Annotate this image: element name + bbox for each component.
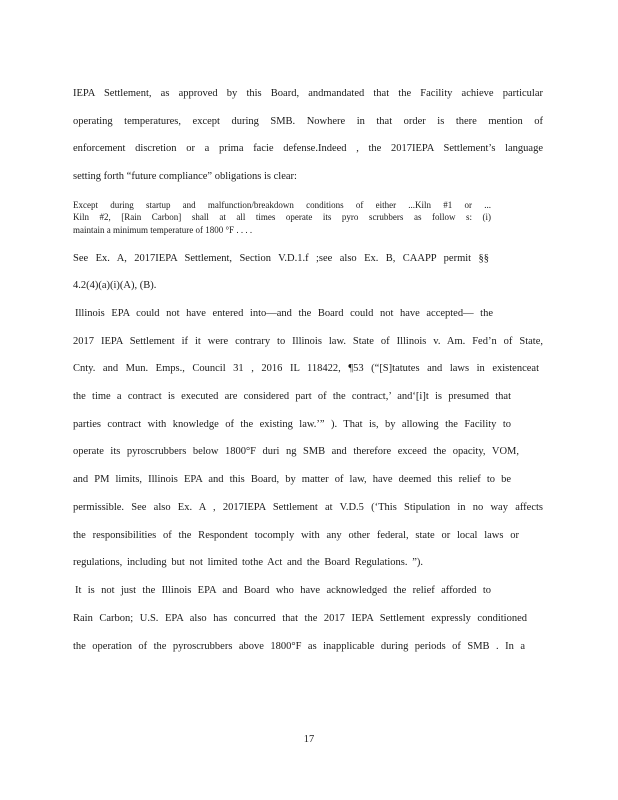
block-quote-line-1: Except during startup and malfunction/breakdown conditions of either ...Kiln #1 or ...	[73, 200, 491, 210]
citation-line-1: See Ex. A, 2017IEPA Settlement, Section V.D.1.f ;see also Ex. B, CAAPP permit §§	[73, 253, 489, 264]
text-line-7: Cnty. and Mun. Emps., Council 31 , 2016 IL 118422, ¶53 (“[S]tatutes and laws in existenceat	[73, 363, 539, 374]
citation-line-2: 4.2(4)(a)(i)(A), (B).	[73, 280, 157, 291]
block-quote-line-2: Kiln #2, [Rain Carbon] shall at all times operate its pyro scrubbers as follow s: (i)	[73, 212, 491, 222]
text-line-5: Illinois EPA could not have entered into—and the Board could not have accepted— the	[75, 308, 493, 319]
text-line-2: operating temperatures, except during SMB. Nowhere in that order is there mention of	[73, 116, 543, 127]
text-line-13: the responsibilities of the Respondent tocomply with any other federal, state or local laws or	[73, 530, 519, 541]
text-line-10: operate its pyroscrubbers below 1800°F duri ng SMB and therefore exceed the opacity, VOM,	[73, 446, 519, 457]
page-number: 17	[303, 734, 315, 745]
block-quote-line-3: maintain a minimum temperature of 1800 °F . . . .	[73, 225, 253, 235]
text-line-15: It is not just the Illinois EPA and Board who have acknowledged the relief afforded to	[75, 585, 491, 596]
text-line-6: 2017 IEPA Settlement if it were contrary to Illinois law. State of Illinois v. Am. Fed’n of State,	[73, 336, 543, 347]
text-line-11: and PM limits, Illinois EPA and this Board, by matter of law, have deemed this relief to be	[73, 474, 511, 485]
text-line-9: parties contract with knowledge of the existing law.’” ). That is, by allowing the Facility to	[73, 419, 511, 430]
text-line-16: Rain Carbon; U.S. EPA also has concurred that the 2017 IEPA Settlement expressly conditioned	[73, 613, 527, 624]
text-line-4: setting forth “future compliance” obligations is clear:	[73, 171, 297, 182]
text-line-8: the time a contract is executed are considered part of the contract,’ and‘[i]t is presumed that	[73, 391, 511, 402]
text-line-1: IEPA Settlement, as approved by this Board, andmandated that the Facility achieve particular	[73, 88, 543, 99]
text-line-14: regulations, including but not limited tothe Act and the Board Regulations. ”).	[73, 557, 423, 568]
text-line-12: permissible. See also Ex. A , 2017IEPA Settlement at V.D.5 (‘This Stipulation in no way affects	[73, 502, 543, 513]
text-line-3: enforcement discretion or a prima facie defense.Indeed , the 2017IEPA Settlement’s language	[73, 143, 543, 154]
text-line-17: the operation of the pyroscrubbers above 1800°F as inapplicable during periods of SMB . In a	[73, 641, 525, 652]
